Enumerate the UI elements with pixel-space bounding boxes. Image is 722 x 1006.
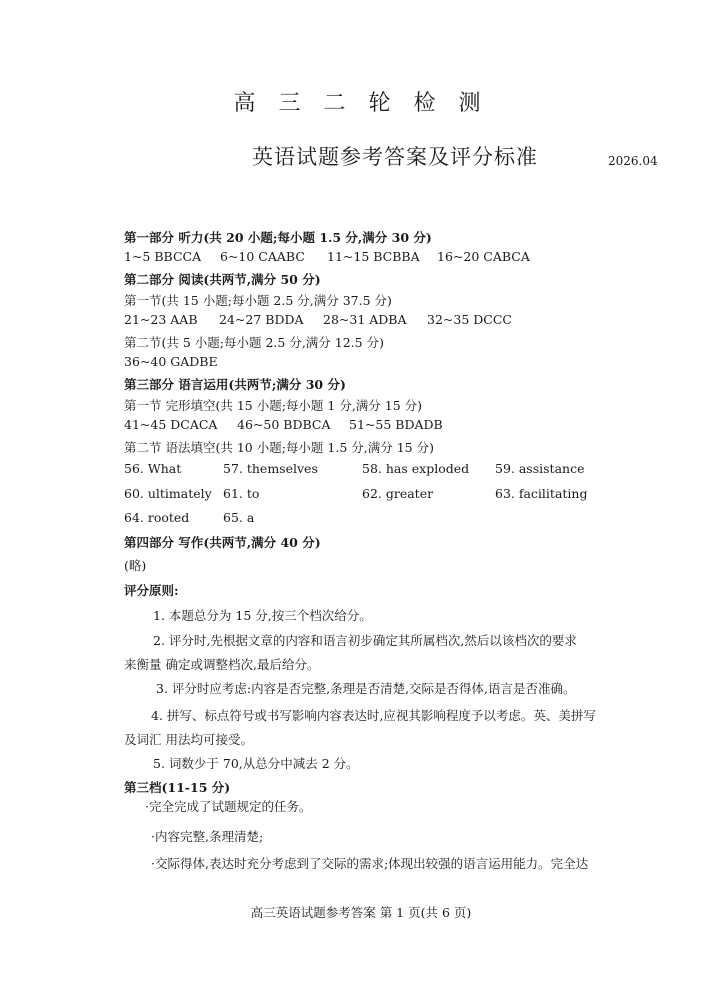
grammar-answer: 62. greater [362,486,434,501]
answer-group: 46~50 BDBCA [237,417,331,432]
answer-group: 51~55 BDADB [349,417,443,432]
principle-item: 4. 拼写、标点符号或书写影响内容表达时,应视其影响程度予以考虑。英、美拼写 [151,708,596,723]
grammar-answer: 56. What [124,461,182,476]
document-date: 2026.04 [608,154,658,168]
principles-heading: 评分原则: [124,583,179,598]
tier3-criterion: ·完全完成了试题规定的任务。 [145,799,312,814]
principle-item: 2. 评分时,先根据文章的内容和语言初步确定其所属档次,然后以该档次的要求 [153,633,577,648]
grammar-answer: 64. rooted [124,510,190,525]
answer-group: 21~23 AAB [124,312,198,327]
grammar-answer: 65. a [223,510,255,525]
omitted-note: (略) [124,558,147,573]
answer-group: 1~5 BBCCA [124,249,202,264]
tier3-heading: 第三档(11-15 分) [124,780,231,795]
tier3-criterion: ·内容完整,条理清楚; [151,829,264,844]
document-subtitle: 英语试题参考答案及评分标准 [252,145,538,169]
principle-item: 5. 词数少于 70,从总分中减去 2 分。 [153,756,359,771]
page-title: 高 三 二 轮 检 测 [233,91,489,116]
grammar-answer: 57. themselves [223,461,318,476]
answer-group: 28~31 ADBA [323,312,407,327]
answer-group: 41~45 DCACA [124,417,218,432]
grammar-answer: 58. has exploded [362,461,470,476]
part4-heading: 第四部分 写作(共两节,满分 40 分) [124,535,321,550]
answer-group: 24~27 BDDA [219,312,304,327]
grammar-answer: 60. ultimately [124,486,212,501]
grammar-answer: 63. facilitating [495,486,588,501]
page-footer: 高三英语试题参考答案 第 1 页(共 6 页) [250,905,472,920]
answer-group: 36~40 GADBE [124,354,218,369]
answer-group: 32~35 DCCC [427,312,512,327]
grammar-answer: 61. to [223,486,260,501]
principle-item-cont: 及词汇 用法均可接受。 [124,732,253,747]
answer-group: 11~15 BCBBA [327,249,420,264]
section-heading: 第二节 语法填空(共 10 小题;每小题 1.5 分,满分 15 分) [124,440,434,455]
section-heading: 第一节 完形填空(共 15 小题;每小题 1 分,满分 15 分) [124,398,423,413]
part3-heading: 第三部分 语言运用(共两节;满分 30 分) [124,377,346,392]
tier3-criterion: ·交际得体,表达时充分考虑到了交际的需求;体现出较强的语言运用能力。完全达 [151,856,589,871]
section-heading: 第二节(共 5 小题;每小题 2.5 分,满分 12.5 分) [124,335,384,350]
grammar-answer: 59. assistance [495,461,585,476]
principle-item-cont: 来衡量 确定或调整档次,最后给分。 [124,657,320,672]
principle-item: 3. 评分时应考虑:内容是否完整,条理是否清楚,交际是否得体,语言是否准确。 [156,681,576,696]
principle-item: 1. 本题总分为 15 分,按三个档次给分。 [153,608,372,623]
answer-group: 6~10 CAABC [220,249,305,264]
part1-heading: 第一部分 听力(共 20 小题;每小题 1.5 分,满分 30 分) [124,230,432,245]
section-heading: 第一节(共 15 小题;每小题 2.5 分,满分 37.5 分) [124,293,392,308]
answer-group: 16~20 CABCA [437,249,530,264]
part2-heading: 第二部分 阅读(共两节,满分 50 分) [124,272,321,287]
